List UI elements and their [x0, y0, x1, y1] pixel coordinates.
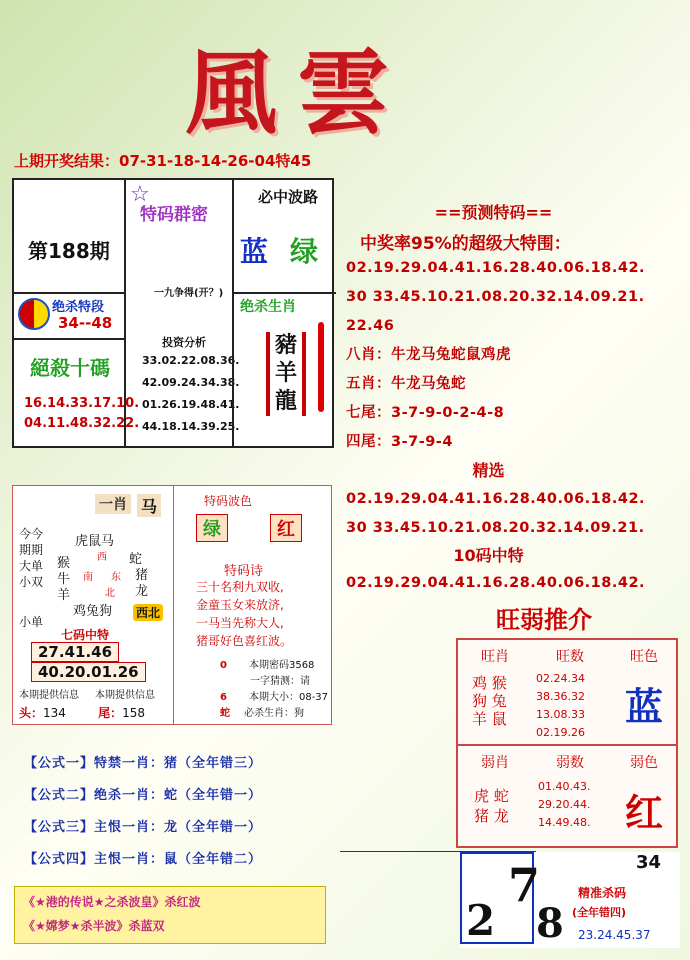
wang-shu-4: 02.19.26: [536, 726, 585, 739]
jue-sha-ten-cell: [14, 338, 140, 448]
invest-row-4: 44.18.14.39.25.: [142, 420, 240, 433]
animal-monkey: 猴: [57, 556, 71, 571]
kill-code-label: 精准杀码: [578, 886, 627, 900]
ten-code-label: 10码中特: [453, 546, 524, 565]
bottom-label-4: 必杀生肖：: [244, 708, 294, 719]
ruo-shu-3: 14.49.48.: [538, 816, 591, 829]
bottom-label-1: 本期密码: [248, 660, 289, 671]
animal-sheep: 羊: [57, 588, 71, 603]
sure-color-blue: 蓝: [240, 235, 269, 268]
jue-sha-ten-row-2: 04.11.48.32.22.: [24, 416, 140, 431]
animal-pig: 猪: [135, 568, 149, 583]
last-result-label: 上期开奖结果：: [14, 152, 120, 170]
sheng-xiao-2: 羊: [274, 361, 297, 386]
te-duan-cell: [14, 292, 126, 340]
tema-code-cell: [126, 180, 230, 299]
bottom-left-4: 蛇: [220, 708, 230, 719]
invest-row-2: 42.09.24.34.38.: [142, 376, 240, 389]
ruo-shu-values: [538, 778, 590, 832]
wang-xiao-6: 鼠: [491, 710, 507, 728]
yin-yang-icon: [18, 298, 50, 330]
wang-se-value: 蓝: [624, 685, 663, 729]
wang-shu-1: 02.24.34: [536, 672, 585, 685]
last-result-value: 07-31-18-14-26-04特45: [119, 152, 312, 170]
hdr-wang-se: 旺色: [630, 649, 658, 665]
footer-line-2: 《★嫦梦★杀半波》杀蓝双: [23, 919, 165, 933]
bottom-value-2: 请: [300, 676, 310, 687]
dir-west: 西: [97, 552, 107, 563]
left-texts: [19, 526, 43, 630]
last-result: [14, 150, 311, 171]
wave-red: 红: [270, 514, 302, 542]
ruo-xiao-values: [474, 786, 509, 826]
bottom-row-3: [220, 688, 328, 703]
bottom-label-3: 本期大小：: [248, 692, 299, 703]
ruo-se-value: 红: [624, 791, 663, 835]
page-title: 風雲: [185, 39, 410, 147]
sheng-xiao-cell: [232, 292, 336, 448]
lantern-icon: [318, 322, 324, 412]
poem-line-3: 一马当先称大人,: [196, 616, 284, 630]
animal-ox: 牛: [57, 572, 71, 587]
star-icon: ☆: [130, 182, 150, 207]
prediction-block: [346, 200, 671, 598]
jing-xuan-1: 02.19.29.04.41.16.28.40.06.18.42.: [346, 491, 646, 507]
invest-label: 投资分析: [162, 336, 206, 349]
prediction-header: ==预测特码==: [434, 203, 553, 222]
te-duan-value: 34--48: [58, 314, 113, 332]
ruo-xiao-3: 猪: [474, 807, 490, 825]
big-range-2: 30 33.45.10.21.08.20.32.14.09.21.: [346, 289, 645, 305]
poem-line-2: 金童玉女来放济,: [196, 598, 284, 612]
wang-ruo-title: 旺弱推介: [496, 606, 592, 634]
left-text-2: 期期: [19, 543, 44, 557]
big-digit-3: 8: [536, 900, 564, 947]
big-digit-2: 7: [508, 858, 541, 912]
seven-code-label: 七码中特: [61, 628, 110, 642]
ruo-shu-1: 01.40.43.: [538, 780, 591, 793]
wang-xiao-3: 狗: [472, 692, 488, 710]
sure-wave-label: 必中波路: [258, 188, 319, 206]
ruo-xiao-2: 蛇: [493, 787, 509, 805]
head-label: 头：: [19, 706, 44, 720]
wang-xiao-2: 猴: [491, 674, 507, 692]
wang-shu-3: 13.08.33: [536, 708, 585, 721]
jue-sha-ten-row-1: 16.14.33.17.10.: [24, 396, 140, 411]
wave-label: 特码波色: [204, 494, 253, 508]
wang-xiao-values: [472, 674, 524, 728]
left-text-3: 大单: [19, 559, 44, 573]
wang-ruo-table: [456, 638, 678, 848]
kill-code-values: 23.24.45.37: [578, 928, 651, 942]
big-digit-1: 2: [466, 896, 496, 945]
animal-bottom: 鸡兔狗: [73, 604, 113, 619]
formula-3: 【公式三】主恨一肖：龙（全年错一）: [24, 820, 263, 835]
head-value: 134: [43, 706, 66, 720]
provide-label-2: 本期提供信息: [95, 690, 155, 701]
poem-line-1: 三十名利九双收,: [196, 580, 284, 594]
tail-value: 158: [122, 706, 146, 720]
footer-line-1: 《★港的传说★之杀波皇》杀红波: [23, 895, 201, 909]
one-xiao-area: [13, 486, 171, 724]
seven-code-row-2: 40.20.01.26: [31, 662, 146, 682]
hdr-ruo-shu: 弱数: [556, 755, 584, 771]
sure-wave-cell: [232, 180, 336, 294]
wang-xiao-4: 兔: [491, 692, 507, 710]
nine-zheng: 一九争得(开？): [154, 288, 224, 299]
wave-green: 绿: [196, 514, 228, 542]
five-xiao: 五肖：牛龙马兔蛇: [346, 376, 466, 392]
tail-label: 尾：: [98, 706, 123, 720]
jing-xuan-2: 30 33.45.10.21.08.20.32.14.09.21.: [346, 520, 645, 536]
corner-number: 34: [636, 852, 662, 873]
issue-cell: [14, 180, 126, 294]
provide-label-1: 本期提供信息: [19, 690, 79, 701]
dir-east: 东: [111, 572, 121, 583]
formula-1: 【公式一】特禁一肖：猪（全年错三）: [24, 756, 263, 771]
animal-snake: 蛇: [129, 552, 143, 567]
bottom-left-1: 0: [220, 660, 227, 671]
direction-badge: 西北: [133, 604, 163, 621]
bottom-row-2: [250, 672, 310, 687]
invest-row-3: 01.26.19.48.41.: [142, 398, 240, 411]
wang-xiao-1: 鸡: [472, 674, 488, 692]
poem-label: 特码诗: [224, 564, 264, 579]
seven-code-row-1: 27.41.46: [31, 642, 119, 662]
sheng-xiao-1: 豬: [274, 333, 297, 358]
table-divider: [458, 744, 676, 746]
bottom-value-4: 狗: [294, 708, 304, 719]
poem-line-4: 猪哥好色喜红波。: [196, 634, 293, 648]
tema-code-label: 特码群密: [140, 205, 208, 225]
wang-shu-2: 38.36.32: [536, 690, 585, 703]
hdr-wang-shu: 旺数: [556, 649, 584, 665]
ruo-shu-2: 29.20.44.: [538, 798, 591, 811]
animal-top: 虎鼠马: [75, 534, 115, 549]
jue-sha-ten-label: 絕殺十碼: [30, 356, 110, 380]
dir-south: 南: [83, 572, 93, 583]
wang-shu-values: [536, 670, 585, 742]
bottom-value-1: 3568: [288, 660, 315, 671]
ruo-xiao-4: 龙: [493, 807, 509, 825]
hdr-ruo-xiao: 弱肖: [481, 755, 509, 771]
bottom-row-1: [220, 656, 314, 671]
one-xiao-value: 马: [137, 494, 161, 517]
head-tail-row: [19, 704, 145, 721]
wang-ruo-panel: [456, 596, 678, 850]
prediction-subtitle: 中奖率95%的超级大特围：: [360, 234, 571, 254]
eight-xiao: 八肖：牛龙马兔蛇鼠鸡虎: [346, 347, 511, 363]
te-duan-label: 绝杀特段: [52, 300, 105, 315]
bottom-value-3: 08-37: [298, 692, 329, 703]
poem-area: [173, 486, 330, 724]
kill-code-sub: (全年错四): [572, 906, 627, 919]
ruo-xiao-1: 虎: [474, 787, 490, 805]
middle-panel: [12, 485, 332, 725]
wang-xiao-5: 羊: [472, 710, 488, 728]
kill-code-panel: [460, 852, 680, 948]
hdr-wang-xiao: 旺肖: [481, 649, 509, 665]
seven-tail: 七尾：3-7-9-0-2-4-8: [346, 405, 505, 421]
dir-north: 北: [105, 588, 115, 599]
four-tail: 四尾：3-7-9-4: [346, 434, 453, 450]
jing-xuan-label: 精选: [472, 461, 505, 480]
invest-row-1: 33.02.22.08.36.: [142, 354, 240, 367]
left-text-4: 小双: [19, 575, 44, 589]
big-range-1: 02.19.29.04.41.16.28.40.06.18.42.: [346, 260, 646, 276]
one-xiao-label: 一肖: [95, 494, 131, 514]
bottom-label-2: 一字猜测：: [250, 676, 300, 687]
invest-cell: [126, 292, 240, 448]
sheng-xiao-3: 龍: [274, 389, 297, 414]
formula-4: 【公式四】主恨一肖：鼠（全年错二）: [24, 852, 263, 867]
ten-code: 02.19.29.04.41.16.28.40.06.18.42.: [346, 575, 646, 591]
sheng-xiao-label: 绝杀生肖: [240, 299, 296, 315]
animal-dragon: 龙: [135, 584, 149, 599]
bottom-row-4: [220, 704, 304, 719]
left-text-1: 今今: [19, 527, 44, 541]
sure-color-green: 绿: [290, 235, 319, 268]
sheng-xiao-values: [266, 332, 306, 416]
bottom-left-3: 6: [220, 692, 227, 703]
hdr-ruo-se: 弱色: [630, 755, 658, 771]
left-text-5: 小单: [19, 615, 44, 629]
left-top-panel: [12, 178, 334, 448]
footer-box: [14, 886, 326, 944]
issue-number: 第188期: [28, 239, 110, 263]
formula-2: 【公式二】绝杀一肖：蛇（全年错一）: [24, 788, 263, 803]
big-range-3: 22.46: [346, 318, 395, 334]
